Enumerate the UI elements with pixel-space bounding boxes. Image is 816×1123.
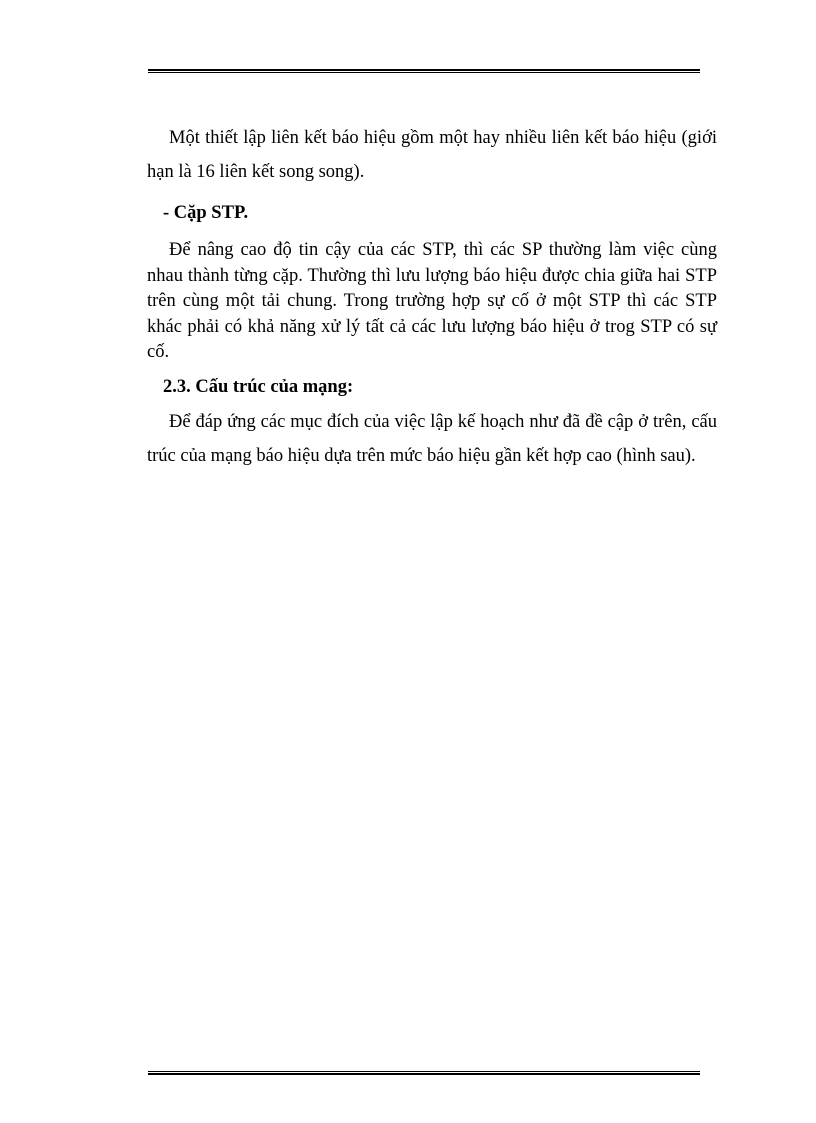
heading-stp-pair: - Cặp STP. [163, 203, 249, 223]
header-rule-thin-line [148, 72, 700, 73]
header-rule-thick-line [148, 69, 700, 71]
footer-rule [148, 1071, 700, 1076]
page-body [147, 121, 717, 473]
paragraph-signaling-link-set: Một thiết lập liên kết báo hiệu gồm một hay nhiều liên kết báo hiệu (giới hạn là 16 liên kết song song). [147, 128, 717, 182]
heading-network-structure: 2.3. Cấu trúc của mạng: [163, 376, 354, 397]
footer-rule-thick-line [148, 1073, 700, 1075]
paragraph-stp-pair: Để nâng cao độ tin cậy của các STP, thì các SP thường làm việc cùng nhau thành từng cặp. Thường thì lưu lượng báo hiệu được chia giữa hai STP trên cùng một tải chung. Trong trường hợp sự cố ở một STP thì các STP khác phải có khả năng xử lý tất cả các lưu lượng báo hiệu ở trog STP có sự cố. [147, 240, 717, 362]
footer-rule-thin-line [148, 1071, 700, 1072]
header-rule [148, 69, 700, 74]
paragraph-network-structure: Để đáp ứng các mục đích của việc lập kế hoạch như đã đề cập ở trên, cấu trúc của mạng báo hiệu dựa trên mức báo hiệu gần kết hợp cao (hình sau). [147, 411, 717, 466]
